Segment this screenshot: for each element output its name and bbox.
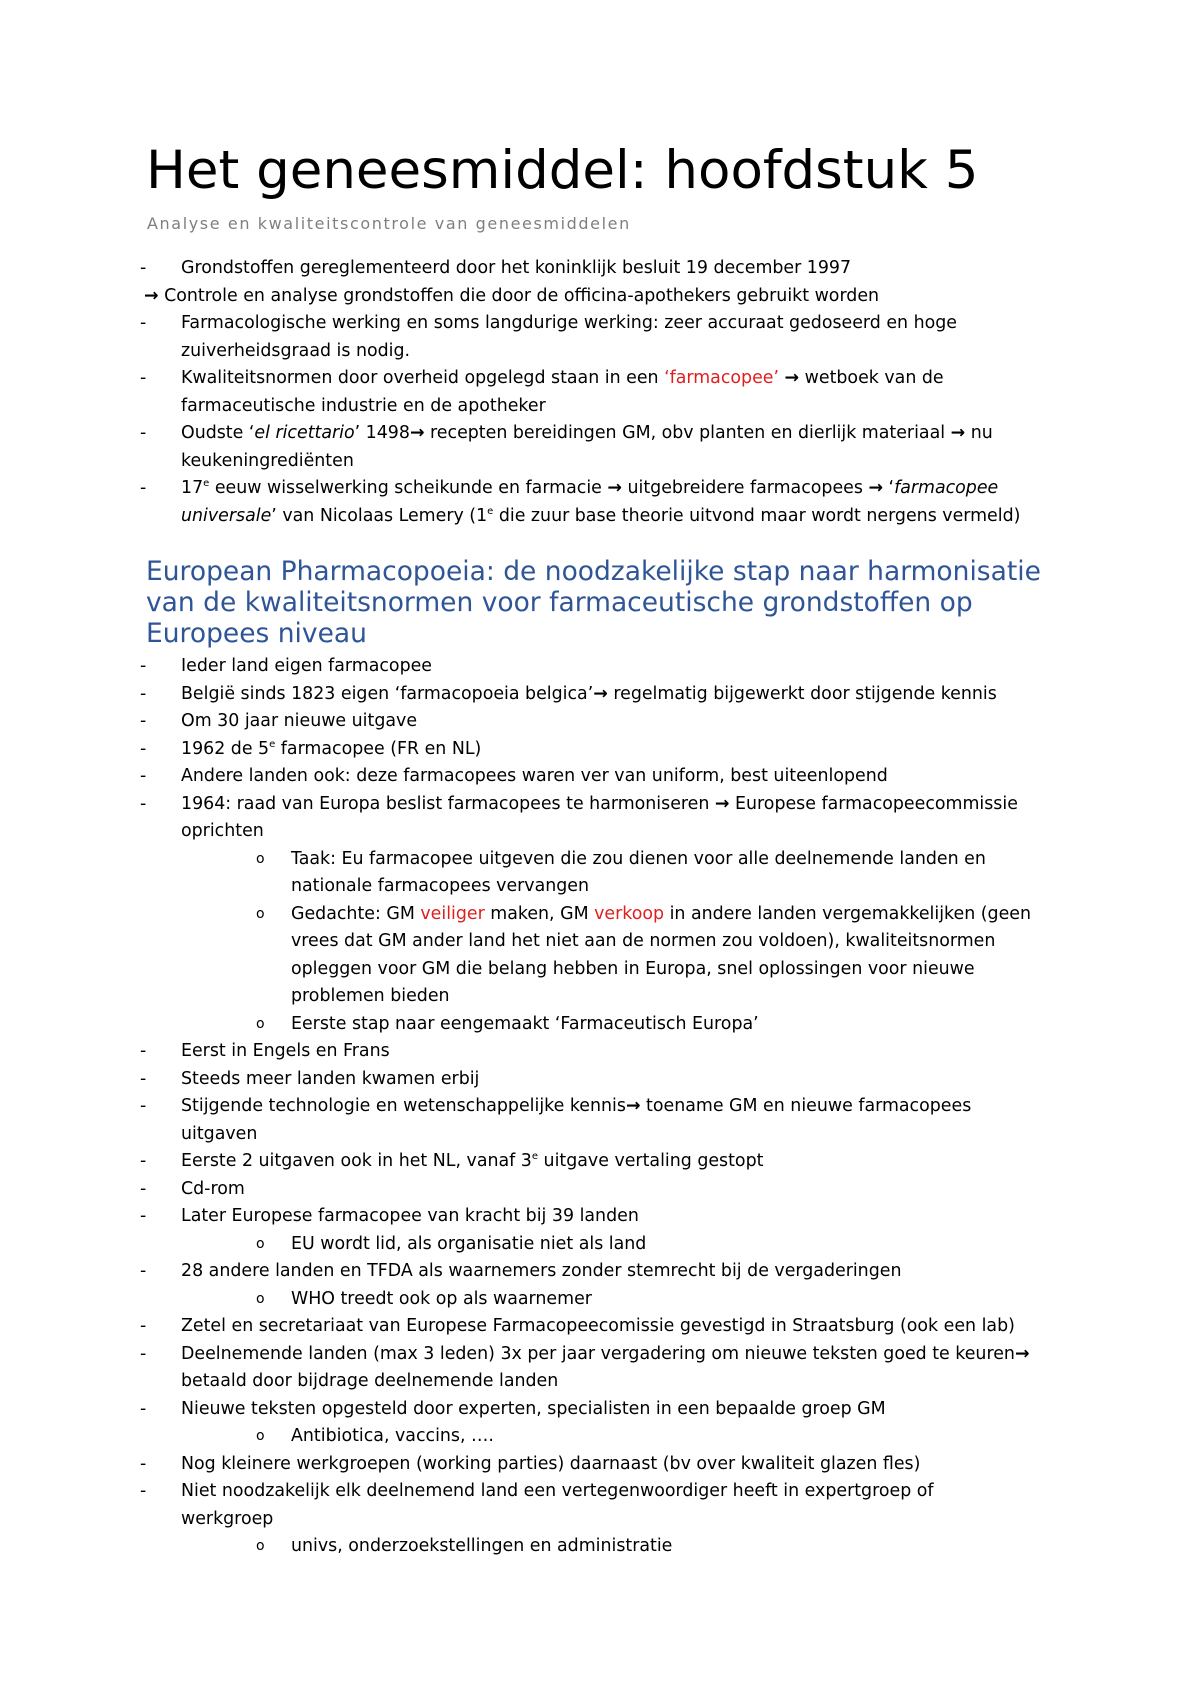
list-item: - Nieuwe teksten opgesteld door experten, specialisten in een bepaalde groep GM (140, 1398, 886, 1419)
highlight-term: ‘farmacopee’ (664, 368, 780, 388)
arrow-icon: → (714, 793, 730, 814)
arrow-icon: → (1014, 1343, 1030, 1364)
page-title: Het geneesmiddel: hoofdstuk 5 (146, 140, 979, 201)
list-item: zuiverheidsgraad is nodig. (181, 340, 411, 361)
sub-list-item: o EU wordt lid, als organisatie niet als land (256, 1233, 647, 1254)
list-item: - 28 andere landen en TFDA als waarnemers zonder stemrecht bij de vergaderingen (140, 1261, 902, 1281)
list-item: - Andere landen ook: deze farmacopees waren ver van uniform, best uiteenlopend (140, 766, 888, 786)
arrow-icon: → (950, 423, 966, 443)
list-item: - Nog kleinere werkgroepen (working parties) daarnaast (bv over kwaliteit glazen fles) (140, 1453, 921, 1474)
arrow-icon: → (868, 478, 884, 498)
page-subtitle: Analyse en kwaliteitscontrole van geneesmiddelen (147, 214, 631, 233)
list-item: - Eerst in Engels en Frans (140, 1041, 390, 1061)
section-heading: European Pharmacopoeia: de noodzakelijke stap naar harmonisatie van de kwaliteitsnormen voor farmaceutische grondstoffen op Europees niveau (146, 556, 1041, 649)
arrow-icon: → (593, 683, 608, 704)
list-item: - Oudste ‘el ricettario’ 1498→ recepten bereidingen GM, obv planten en dierlijk materiaal → nu (140, 423, 993, 443)
sub-list-item: vrees dat GM ander land het niet aan de normen zou voldoen), kwaliteitsnormen (291, 931, 996, 951)
list-item: - Farmacologische werking en soms langdurige werking: zeer accuraat gedoseerd en hoge (140, 313, 957, 333)
list-item: - Om 30 jaar nieuwe uitgave (140, 711, 418, 731)
list-item: → Controle en analyse grondstoffen die door de officina-apothekers gebruikt worden (144, 285, 880, 306)
list-item: - België sinds 1823 eigen ‘farmacopoeia belgica’→ regelmatig bijgewerkt door stijgende kennis (140, 683, 997, 704)
list-item: universale’ van Nicolaas Lemery (1e die zuur base theorie uitvond maar wordt nergens vermeld) (181, 505, 1021, 526)
sub-list-item: o WHO treedt ook op als waarnemer (256, 1288, 592, 1309)
list-item: - 1964: raad van Europa beslist farmacopees te harmoniseren → Europese farmacopeecommissie (140, 793, 1018, 814)
highlight-term: verkoop (594, 903, 665, 924)
intro-list (0, 255, 1200, 530)
list-item: - Stijgende technologie en wetenschappelijke kennis→ toename GM en nieuwe farmacopees (140, 1096, 972, 1116)
arrow-icon: → (607, 478, 622, 498)
list-item: uitgaven (181, 1123, 258, 1144)
list-item: - Niet noodzakelijk elk deelnemend land een vertegenwoordiger heeft in expertgroep of (140, 1481, 934, 1501)
list-item: oprichten (181, 821, 264, 841)
highlight-term: veiliger (420, 903, 485, 924)
pharmacopoeia-list (0, 653, 1200, 1561)
list-item: farmaceutische industrie en de apotheker (181, 395, 546, 416)
list-item: - Zetel en secretariaat van Europese Farmacopeecomissie gevestigd in Straatsburg (ook een lab) (140, 1316, 1015, 1336)
list-item: - Eerste 2 uitgaven ook in het NL, vanaf 3e uitgave vertaling gestopt (140, 1151, 764, 1171)
list-item: - Later Europese farmacopee van kracht bij 39 landen (140, 1206, 639, 1226)
list-item: betaald door bijdrage deelnemende landen (181, 1371, 559, 1391)
list-item: - Cd-rom (140, 1178, 245, 1199)
sub-list-item: problemen bieden (291, 986, 450, 1006)
list-item: werkgroep (181, 1508, 274, 1529)
list-item: - Kwaliteitsnormen door overheid opgelegd staan in een ‘farmacopee’ → wetboek van de (140, 368, 944, 388)
arrow-icon: → (409, 423, 425, 443)
list-item: - 17e eeuw wisselwerking scheikunde en farmacie → uitgebreidere farmacopees → ‘farmacopee (140, 478, 999, 498)
list-item: keukeningrediënten (181, 450, 354, 471)
list-item: - 1962 de 5e farmacopee (FR en NL) (140, 738, 482, 759)
sub-list-item: o Antibiotica, vaccins, …. (256, 1426, 494, 1446)
arrow-icon: → (784, 368, 800, 388)
sub-list-item: o Gedachte: GM veiliger maken, GM verkoop in andere landen vergemakkelijken (geen (256, 903, 1031, 924)
sub-list-item: opleggen voor GM die belang hebben in Europa, snel oplossingen voor nieuwe (291, 958, 975, 979)
list-item: - Ieder land eigen farmacopee (140, 656, 433, 676)
arrow-icon: → (625, 1096, 641, 1116)
list-item: - Grondstoffen gereglementeerd door het koninklijk besluit 19 december 1997 (140, 258, 852, 278)
list-item: - Steeds meer landen kwamen erbij (140, 1068, 480, 1089)
arrow-icon: → (144, 285, 159, 306)
sub-list-item: o Eerste stap naar eengemaakt ‘Farmaceutisch Europa’ (256, 1013, 759, 1034)
sub-list-item: o Taak: Eu farmacopee uitgeven die zou dienen voor alle deelnemende landen en (256, 848, 986, 869)
sub-list-item: nationale farmacopees vervangen (291, 876, 590, 896)
sub-list-item: o univs, onderzoekstellingen en administratie (256, 1536, 673, 1556)
list-item: - Deelnemende landen (max 3 leden) 3x per jaar vergadering om nieuwe teksten goed te keuren→ (140, 1343, 1030, 1364)
